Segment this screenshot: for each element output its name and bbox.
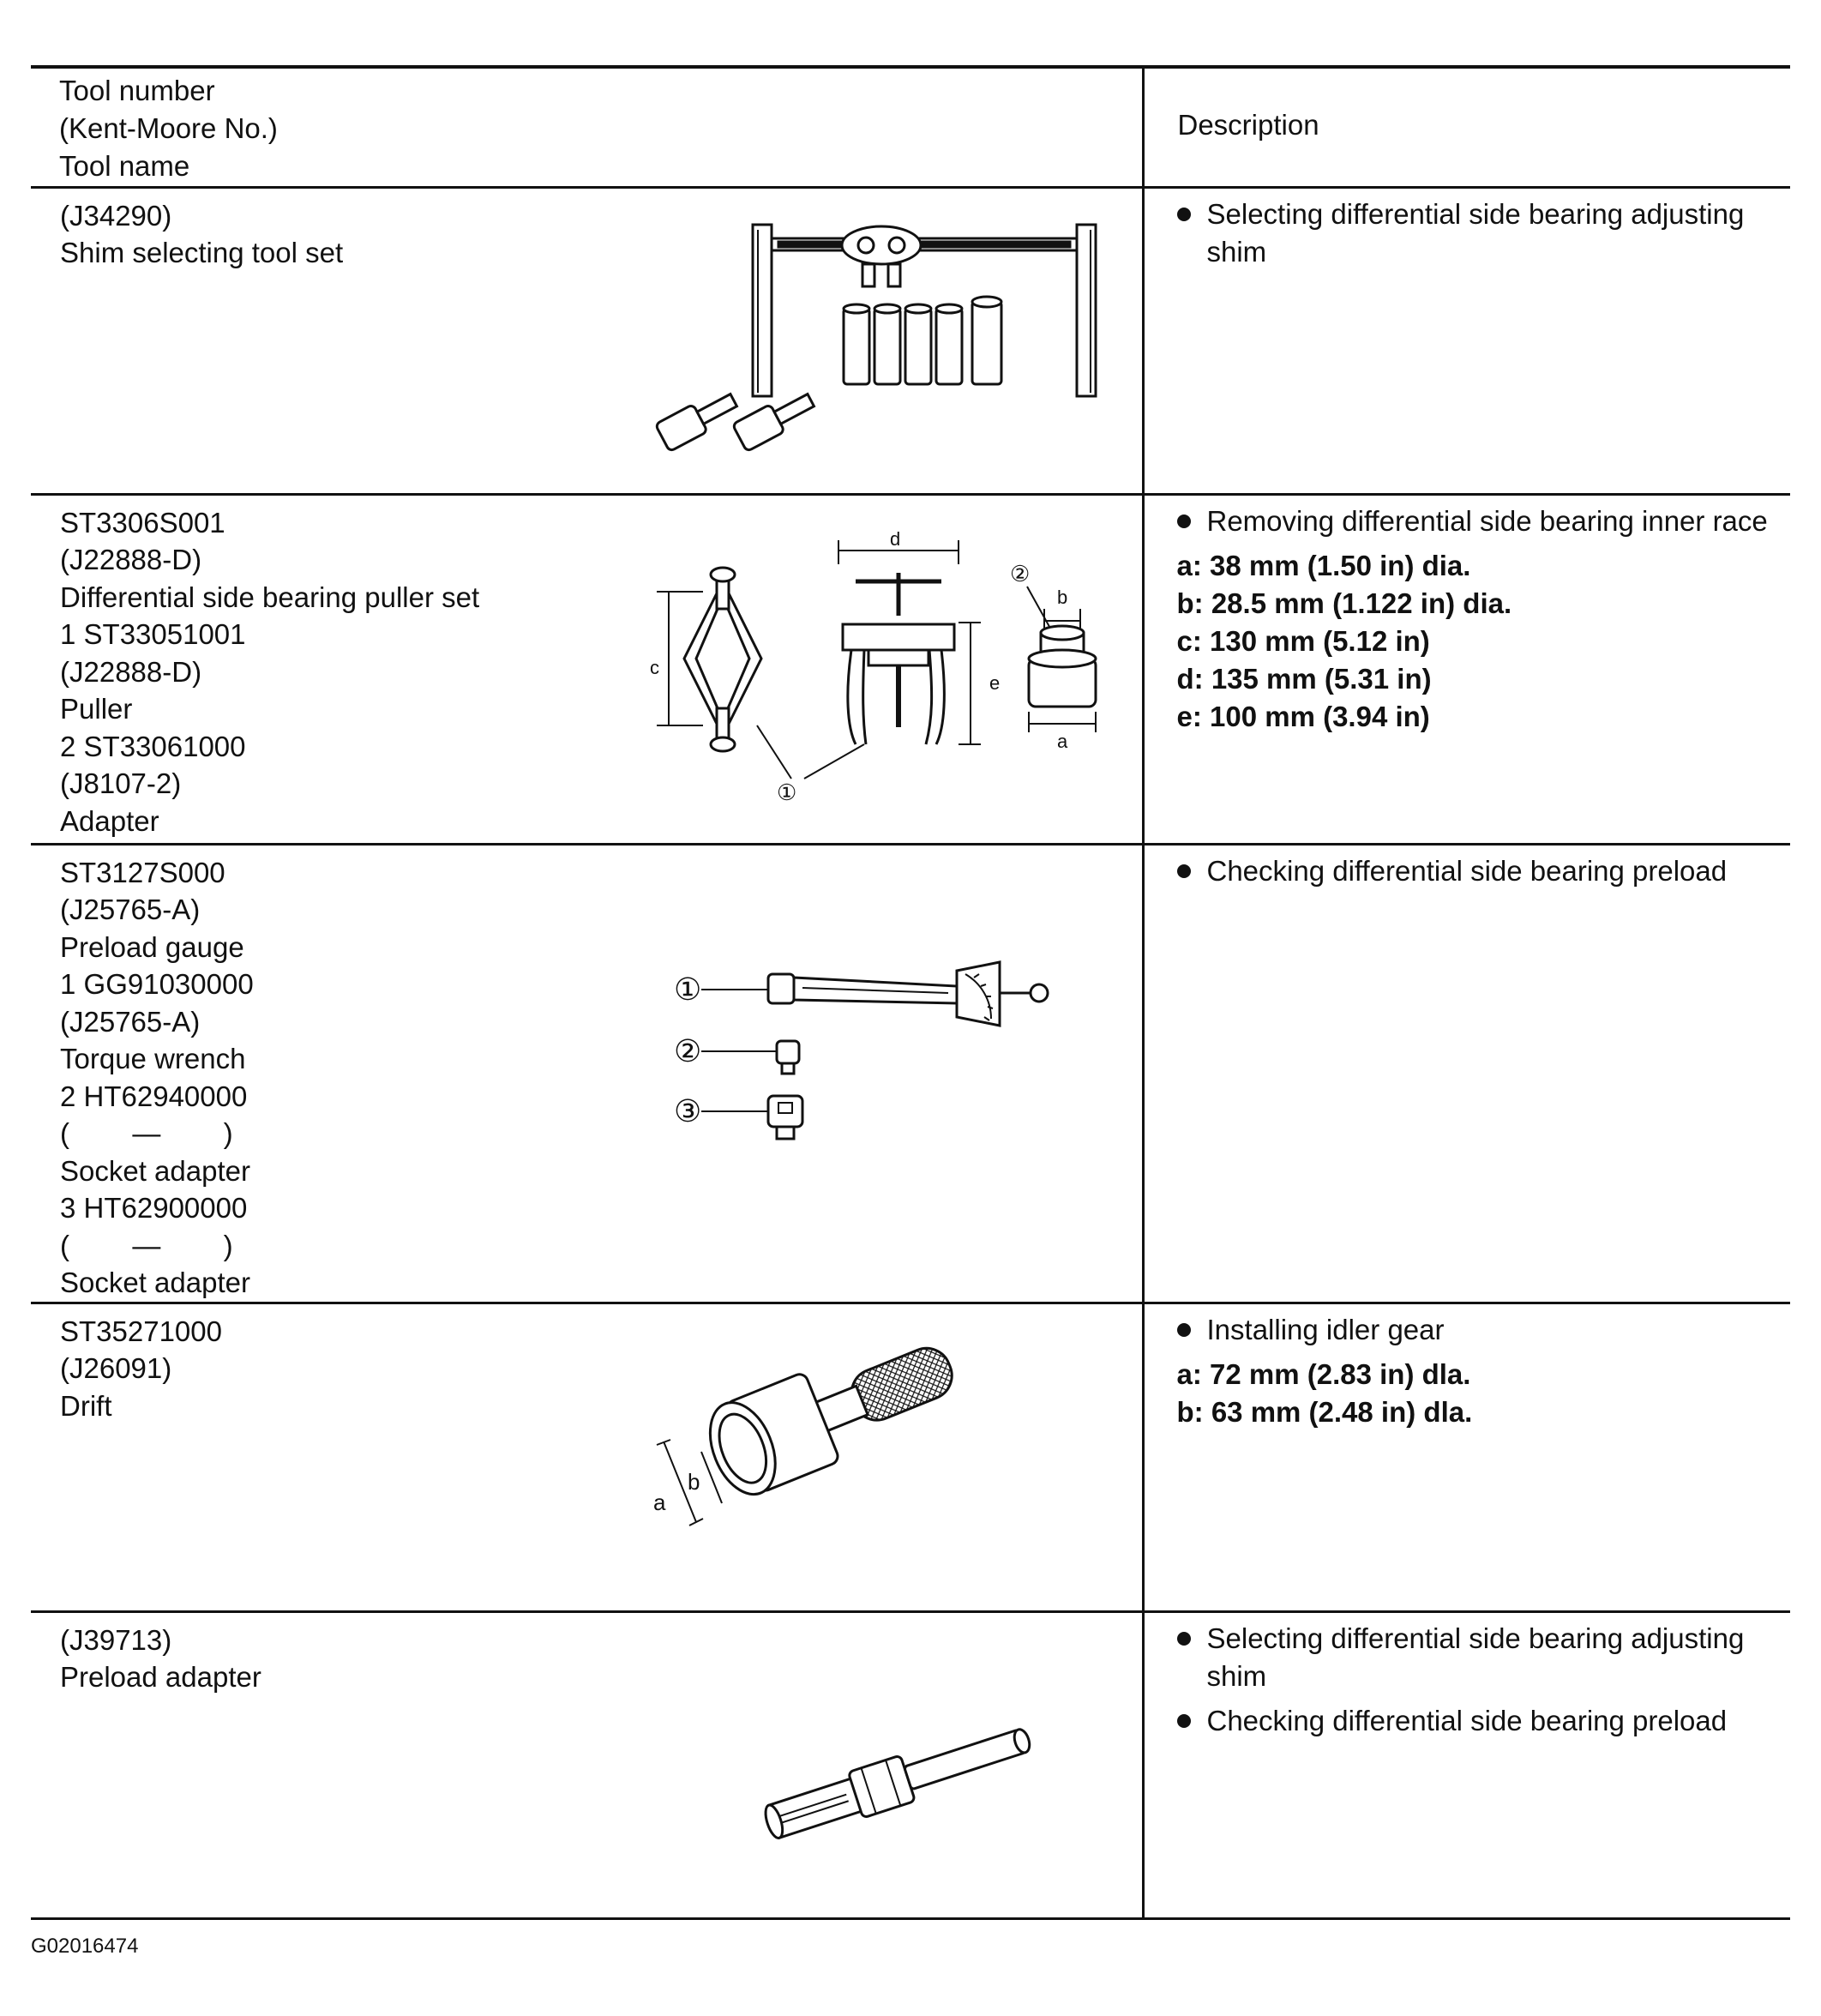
spec-b: b: 63 mm (2.48 in) dla. bbox=[1176, 1395, 1473, 1428]
kent-moore-number: (J22888-D) bbox=[60, 655, 202, 688]
spec-a: a: 38 mm (1.50 in) dia. bbox=[1176, 549, 1471, 581]
bullet-icon bbox=[1177, 208, 1191, 221]
tool-number: ST3306S001 bbox=[60, 506, 225, 539]
header-tool-number: Tool number bbox=[59, 75, 215, 106]
dimension-label-d: d bbox=[890, 529, 901, 550]
header-kent-moore-no: (Kent-Moore No.) bbox=[59, 112, 278, 144]
spec-a: a: 72 mm (2.83 in) dla. bbox=[1176, 1357, 1471, 1390]
kent-moore-number: ( — ) bbox=[60, 1117, 233, 1149]
drift-illustration bbox=[645, 1321, 988, 1527]
part-number: 2 ST33061000 bbox=[60, 730, 246, 762]
dimension-label-a: a bbox=[1057, 730, 1068, 752]
spec-b: b: 28.5 mm (1.122 in) dia. bbox=[1176, 587, 1512, 619]
description-item: Removing differential side bearing inner race bbox=[1177, 502, 1774, 540]
tool-number: (J34290) bbox=[60, 199, 172, 232]
description-item: Installing idler gear bbox=[1177, 1311, 1774, 1349]
header-description-column bbox=[1143, 67, 1790, 187]
dimension-label-e: e bbox=[989, 671, 1001, 694]
spec-c: c: 130 mm (5.12 in) bbox=[1176, 624, 1430, 657]
bullet-icon bbox=[1177, 1632, 1191, 1646]
figure-code: G02016474 bbox=[31, 1935, 139, 1958]
bearing-puller-set-illustration bbox=[650, 530, 1130, 813]
tool-name: Differential side bearing puller set bbox=[60, 581, 480, 613]
kent-moore-number: ( — ) bbox=[60, 1229, 233, 1261]
table-row bbox=[31, 187, 1790, 494]
table-header-row bbox=[31, 67, 1790, 187]
description-item: Checking differential side bearing preload bbox=[1177, 852, 1774, 890]
bullet-icon bbox=[1177, 515, 1191, 528]
kent-moore-number: (J25765-A) bbox=[60, 894, 201, 925]
header-tool-name: Tool name bbox=[59, 150, 190, 182]
tool-name: Shim selecting tool set bbox=[60, 237, 344, 268]
tool-name: Preload adapter bbox=[60, 1661, 261, 1693]
description-item: Selecting differential side bearing adjusting shim bbox=[1177, 196, 1774, 271]
table-row bbox=[31, 494, 1790, 844]
part-name: Torque wrench bbox=[60, 1043, 246, 1074]
callout-2: ② bbox=[674, 1032, 702, 1068]
part-number: 3 HT62900000 bbox=[60, 1192, 248, 1224]
kent-moore-number: (J25765-A) bbox=[60, 1005, 201, 1038]
preload-adapter-illustration bbox=[734, 1699, 1043, 1870]
tool-number: ST35271000 bbox=[60, 1315, 222, 1347]
description-item: Checking differential side bearing preload bbox=[1177, 1702, 1774, 1740]
tool-name: Preload gauge bbox=[60, 930, 244, 963]
tool-name: Drift bbox=[60, 1389, 112, 1422]
part-number: 2 HT62940000 bbox=[60, 1080, 248, 1112]
callout-1: ① bbox=[674, 971, 702, 1007]
dimension-label-b: b bbox=[688, 1468, 700, 1495]
callout-1: ① bbox=[777, 779, 797, 805]
callout-2: ② bbox=[1010, 560, 1031, 587]
preload-gauge-illustration bbox=[640, 940, 1137, 1163]
special-tools-table bbox=[31, 65, 1790, 1920]
tool-number: ST3127S000 bbox=[60, 856, 225, 888]
dimension-label-b: b bbox=[1057, 586, 1068, 608]
bullet-icon bbox=[1177, 1714, 1191, 1728]
description-item: Selecting differential side bearing adjusting shim bbox=[1177, 1620, 1774, 1695]
bullet-icon bbox=[1177, 864, 1191, 878]
table-row bbox=[31, 1303, 1790, 1611]
dimension-label-a: a bbox=[653, 1489, 666, 1515]
kent-moore-number: (J39713) bbox=[60, 1623, 172, 1656]
callout-3: ③ bbox=[674, 1092, 702, 1128]
part-name: Socket adapter bbox=[60, 1267, 250, 1298]
kent-moore-number: (J8107-2) bbox=[60, 767, 182, 799]
bullet-icon bbox=[1177, 1323, 1191, 1337]
dimension-label-c: c bbox=[650, 656, 659, 678]
kent-moore-number: (J22888-D) bbox=[60, 544, 202, 575]
shim-selecting-tool-set-illustration bbox=[641, 208, 1121, 465]
header-description: Description bbox=[1177, 109, 1319, 141]
part-number: 1 GG91030000 bbox=[60, 968, 254, 1000]
spec-e: e: 100 mm (3.94 in) bbox=[1176, 700, 1430, 732]
header-tool-column bbox=[31, 67, 1143, 187]
part-name: Puller bbox=[60, 693, 133, 725]
spec-d: d: 135 mm (5.31 in) bbox=[1176, 662, 1432, 695]
part-name: Socket adapter bbox=[60, 1154, 250, 1187]
part-name: Adapter bbox=[60, 804, 159, 837]
table-row bbox=[31, 1611, 1790, 1918]
table-row bbox=[31, 844, 1790, 1303]
part-number: 1 ST33051001 bbox=[60, 618, 246, 650]
kent-moore-number: (J26091) bbox=[60, 1352, 172, 1384]
